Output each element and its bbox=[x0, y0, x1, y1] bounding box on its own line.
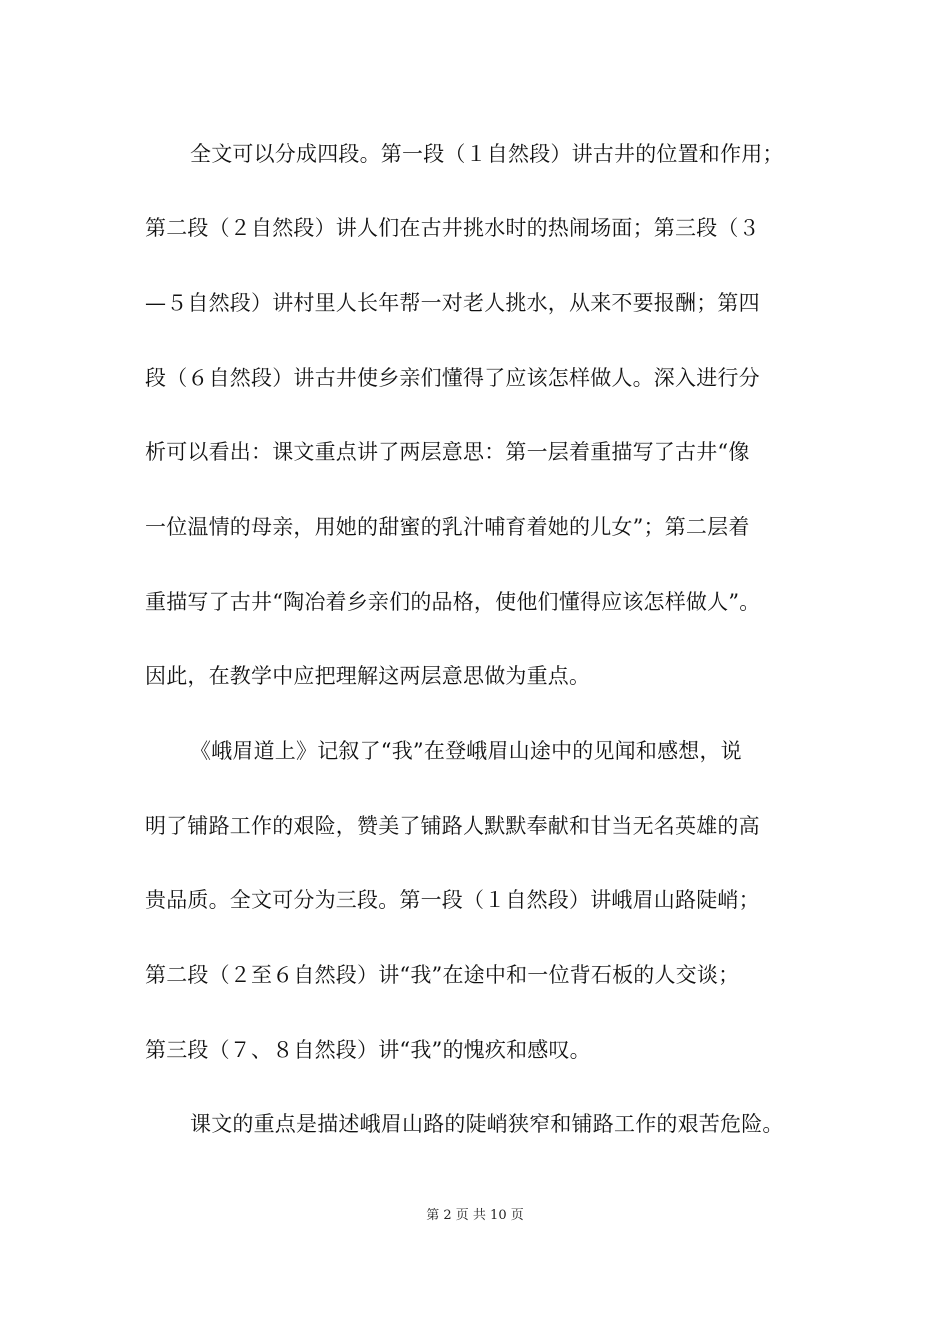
paragraph-1-line-1: 全文可以分成四段。第一段（１自然段）讲古井的位置和作用； bbox=[190, 142, 784, 166]
paragraph-2-line-5: 第三段（７、８自然段）讲“我”的愧疚和感叹。 bbox=[145, 1038, 591, 1062]
paragraph-3-line-1: 课文的重点是描述峨眉山路的陡峭狭窄和铺路工作的艰苦危险。 bbox=[190, 1112, 784, 1136]
paragraph-1-line-2: 第二段（２自然段）讲人们在古井挑水时的热闹场面；第三段（３ bbox=[145, 216, 760, 240]
paragraph-1-line-8: 因此，在教学中应把理解这两层意思做为重点。 bbox=[145, 664, 591, 688]
paragraph-1-line-3: —５自然段）讲村里人长年帮一对老人挑水，从来不要报酬；第四 bbox=[145, 291, 760, 315]
paragraph-1-line-7: 重描写了古井“陶冶着乡亲们的品格，使他们懂得应该怎样做人”。 bbox=[145, 590, 761, 614]
page-number-footer: 第 2 页 共 10 页 bbox=[426, 1208, 524, 1223]
paragraph-1-line-6: 一位温情的母亲，用她的甜蜜的乳汁哺育着她的儿女”；第二层着 bbox=[145, 515, 750, 539]
paragraph-2-line-1: 《峨眉道上》记叙了“我”在登峨眉山途中的见闻和感想，说 bbox=[190, 739, 742, 763]
paragraph-2-line-4: 第二段（２至６自然段）讲“我”在途中和一位背石板的人交谈； bbox=[145, 963, 740, 987]
paragraph-2-line-2: 明了铺路工作的艰险，赞美了铺路人默默奉献和甘当无名英雄的高 bbox=[145, 814, 760, 838]
paragraph-1-line-5: 析可以看出：课文重点讲了两层意思：第一层着重描写了古井“像 bbox=[145, 440, 750, 464]
paragraph-1-line-4: 段（６自然段）讲古井使乡亲们懂得了应该怎样做人。深入进行分 bbox=[145, 366, 760, 390]
paragraph-2-line-3: 贵品质。全文可分为三段。第一段（１自然段）讲峨眉山路陡峭； bbox=[145, 888, 760, 912]
